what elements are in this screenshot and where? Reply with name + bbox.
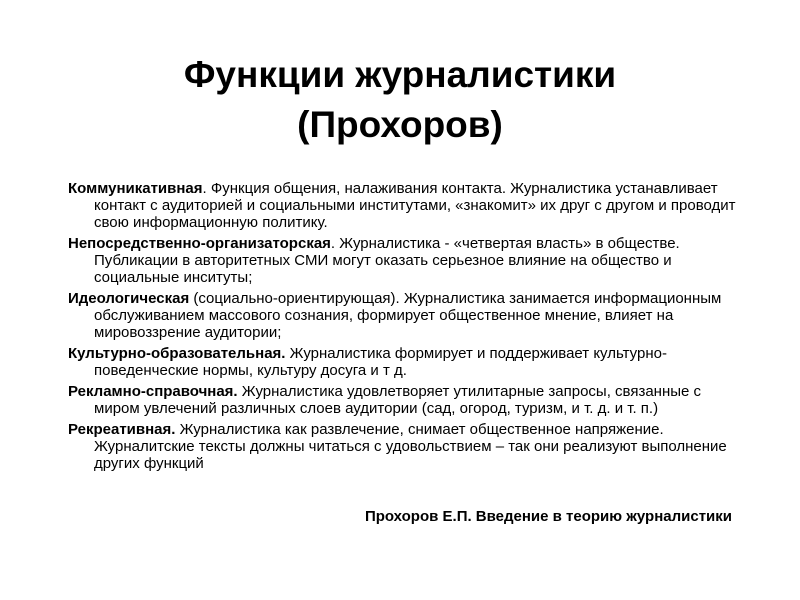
function-communicative (68, 180, 736, 231)
functions-list (68, 180, 736, 476)
function-advertising-reference (68, 383, 736, 417)
function-description: . Функция общения, налаживания контакта. Журналистика устанавливает контакт с аудиторией и социальными институтами, «знакомит» их друг с другом и проводит свою информационную политику. (94, 180, 736, 231)
function-description: Журналистика как развлечение, снимает общественное напряжение. Журналитские тексты должны читаться с удовольствием – так они реализуют выполнение других функций (94, 421, 727, 472)
slide-title-line-1: Функции журналистики (183, 54, 617, 95)
function-recreational (68, 421, 736, 472)
function-description: . Журналистика - «четвертая власть» в обществе. Публикации в авторитетных СМИ могут оказать серьезное влияние на общество и социальные инситуты; (94, 235, 680, 286)
function-organizational (68, 235, 736, 286)
function-term: Идеологическая (68, 290, 190, 307)
function-term: Непосредственно-организаторская (68, 235, 331, 252)
function-ideological (68, 290, 736, 341)
source-citation: Прохоров Е.П. Введение в теорию журналистики (364, 508, 732, 525)
function-description: Журналистика удовлетворяет утилитарные запросы, связанные с миром увлечений различных слоев аудитории (сад, огород, туризм, и т. д. и т. п.) (94, 383, 702, 417)
function-term: Культурно-образовательная. (68, 345, 286, 362)
slide-title (0, 50, 800, 150)
function-cultural-educational (68, 345, 736, 379)
function-description: Журналистика формирует и поддерживает культурно-поведенческие нормы, культуру досуга и т д. (94, 345, 667, 379)
function-term: Рекламно-справочная. (68, 383, 238, 400)
function-term: Рекреативная. (68, 421, 176, 438)
slide-title-line-2: (Прохоров) (297, 104, 503, 145)
function-term: Коммуникативная (68, 180, 203, 197)
function-description: (социально-ориентирующая). Журналистика занимается информационным обслуживанием массового сознания, формирует общественное мнение, влияет на мировоззрение аудитории; (94, 290, 722, 341)
